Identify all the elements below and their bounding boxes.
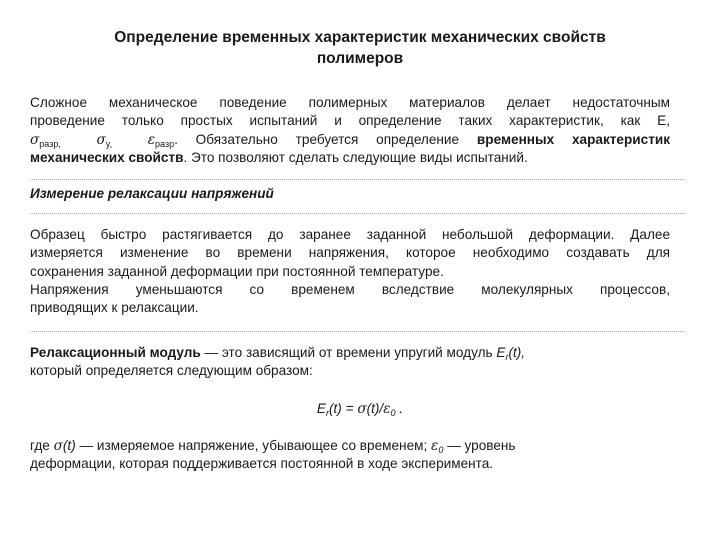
modulus-paragraph [30, 344, 670, 381]
where-epsilon: ε [431, 438, 439, 454]
title-line-2: полимеров [316, 50, 404, 67]
sigma-symbol: σ [30, 131, 40, 148]
intro-line-4 [30, 149, 670, 167]
where-line-1 [30, 437, 670, 455]
where-text-2: — уровень [443, 438, 516, 453]
divider-1 [30, 179, 685, 180]
formula-sigma: σ [357, 401, 367, 417]
relaxation-modulus-formula [0, 400, 720, 418]
modulus-line-1 [30, 344, 670, 362]
divider-2 [30, 213, 685, 214]
formula-tail: . [395, 401, 404, 416]
relaxation-line-3: сохранения заданной деформации при постоянной температуре. [30, 263, 444, 279]
where-prefix: где [30, 438, 54, 453]
formula-epsilon-sub: 0 [390, 408, 396, 418]
modulus-symbol-arg: (t), [508, 345, 526, 360]
relaxation-line-1: Образец быстро растягивается до заранее заданной небольшой деформации. Далее [30, 227, 670, 242]
formula-lhs: (t) = [328, 401, 358, 416]
where-sigma-arg: (t) [62, 438, 76, 453]
intro-line-3-text: . Обязательно требуется определение [174, 131, 460, 147]
formula-E-sub: r [325, 408, 329, 418]
title-line-1: Определение временных характеристик механических свойств [114, 29, 606, 46]
epsilon-sub-razr: разр [155, 138, 175, 149]
formula-rhs-t: (t)/ [366, 401, 384, 416]
page-title [40, 27, 680, 69]
intro-line-1: Сложное механическое поведение полимерных материалов делает недостаточным [30, 95, 670, 110]
intro-line-4-text: . Это позволяют сделать следующие виды испытаний. [183, 149, 528, 165]
modulus-text: — это зависящий от времени упругий модуль [200, 345, 497, 360]
where-paragraph [30, 437, 670, 474]
epsilon-symbol: ε [147, 131, 156, 148]
formula-E: E [316, 401, 326, 416]
intro-paragraph [30, 94, 670, 167]
modulus-term: Релаксационный модуль [30, 345, 201, 360]
where-line-2: деформации, которая поддерживается постоянной в ходе эксперимента. [30, 456, 494, 472]
relaxation-line-4: Напряжения уменьшаются со временем вследствие молекулярных процессов, [30, 281, 670, 297]
modulus-symbol-sub: r [505, 352, 509, 362]
sigma-sub-razr: разр, [39, 138, 61, 149]
divider-3 [30, 331, 685, 332]
modulus-symbol-E: E [496, 345, 506, 360]
section-heading: Измерение релаксации напряжений [30, 186, 274, 201]
sigma-sub-y: y, [105, 138, 113, 149]
intro-line-2: проведение только простых испытаний и определение таких характеристик, как E, [30, 113, 670, 129]
relaxation-line-5: приводящих к релаксации. [30, 300, 199, 316]
formula-epsilon: ε [383, 401, 391, 417]
where-text-1: — измеряемое напряжение, убывающее со временем; [75, 438, 432, 453]
modulus-line-2: который определяется следующим образом: [30, 363, 313, 379]
where-sigma: σ [53, 438, 63, 454]
where-epsilon-sub: 0 [438, 445, 444, 455]
relaxation-paragraph [30, 226, 670, 317]
sigma-symbol-y: σ [96, 131, 106, 148]
relaxation-line-2: измеряется изменение во времени напряжения, которое необходимо создавать для [30, 245, 670, 261]
intro-line-3-bold: временных характеристик [476, 131, 671, 147]
intro-line-3 [30, 131, 670, 149]
intro-line-4-bold: механических свойств [30, 149, 184, 165]
